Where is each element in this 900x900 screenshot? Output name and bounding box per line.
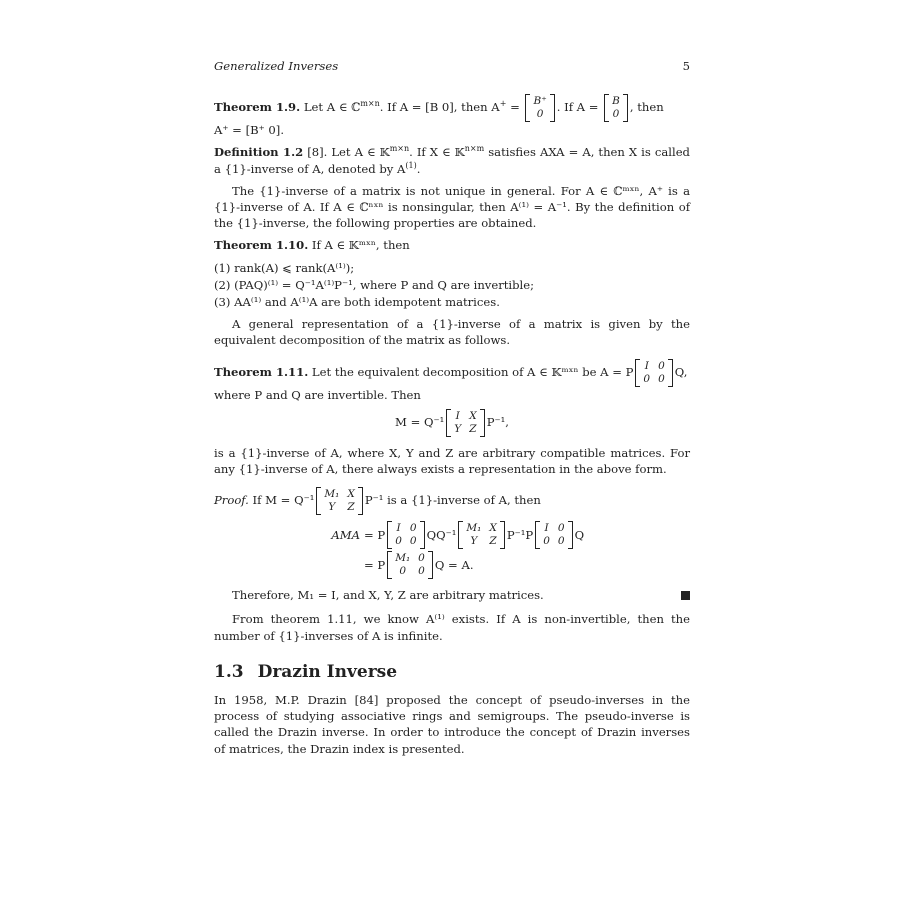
paragraph-1: The {1}-inverse of a matrix is not unique in general. For A ∈ ℂᵐˣⁿ, A⁺ is a {1}-inverse of A. If A ∈ ℂⁿˣⁿ is nonsingular, then A⁽¹⁾ = A⁻¹. By the definition of the {1}-inverse, the following properties are obtained. xyxy=(214,183,690,231)
matrix xyxy=(635,359,672,387)
equation-lhs: AMA xyxy=(331,528,360,543)
running-header xyxy=(214,58,690,74)
text: QQ⁻¹ xyxy=(426,528,457,543)
section-title: Drazin Inverse xyxy=(257,661,398,682)
cell: X xyxy=(489,522,497,535)
text: Q xyxy=(574,528,585,543)
cell: Z xyxy=(347,501,355,514)
cell: I xyxy=(644,359,649,372)
matrix xyxy=(535,521,572,549)
theorem-label: Theorem 1.9. xyxy=(214,100,301,115)
cell: Y xyxy=(328,501,336,514)
cell: Z xyxy=(489,535,497,548)
cell: 0 xyxy=(557,522,565,535)
text: = xyxy=(506,100,524,115)
cell: 0 xyxy=(395,535,402,548)
cell: M₁ xyxy=(466,522,482,535)
text: Q, xyxy=(674,364,688,379)
cell: B xyxy=(612,95,620,108)
cell: 0 xyxy=(557,535,565,548)
text: Let A ∈ 𝕂 xyxy=(327,145,390,160)
cell: M₁ xyxy=(324,488,340,501)
text: Q = A. xyxy=(434,558,474,573)
text: . If X ∈ 𝕂 xyxy=(409,145,465,160)
cell: B⁺ xyxy=(533,95,547,108)
qed-square-icon xyxy=(681,591,690,600)
citation: [8]. xyxy=(303,145,328,160)
cell: 0 xyxy=(658,372,665,385)
text: where P and Q are invertible. Then xyxy=(214,387,421,402)
cell: I xyxy=(396,522,401,535)
section-heading xyxy=(214,661,690,682)
matrix xyxy=(604,94,628,122)
proof-conclusion xyxy=(214,587,690,603)
cell: X xyxy=(347,488,355,501)
text: satisfies AXA = A, then X is called a {1}-inverse of A, denoted by A xyxy=(214,145,690,176)
matrix xyxy=(446,409,484,437)
paragraph-4: In 1958, M.P. Drazin [84] proposed the concept of pseudo-inverses in the process of studying associative rings and semigroups. The pseudo-inverse is called the Drazin inverse. In order to introduce the concept of Drazin inverses of matrices, the Drazin index is presented. xyxy=(214,693,690,756)
cell: 0 xyxy=(658,359,665,372)
text: P⁻¹, xyxy=(486,414,509,429)
text: Let the equivalent decomposition of A ∈ 𝕂ᵐˣⁿ be A = P xyxy=(308,364,634,379)
sup: m×n xyxy=(360,99,380,109)
cell: 0 xyxy=(418,552,425,565)
text: P⁻¹P xyxy=(506,528,534,543)
text: , then xyxy=(629,100,664,115)
matrix xyxy=(458,521,504,549)
cell: 0 xyxy=(409,535,417,548)
cell: M₁ xyxy=(395,552,411,565)
cell: 0 xyxy=(612,108,620,121)
sup: + xyxy=(499,99,507,109)
page-number: 5 xyxy=(682,59,690,73)
cell: Y xyxy=(454,422,462,435)
text: = P xyxy=(364,528,386,543)
text: = P xyxy=(364,558,386,573)
definition-label: Definition 1.2 xyxy=(214,145,304,160)
paragraph-2: A general representation of a {1}-inverse of a matrix is given by the equivalent decomposition of the matrix as follows. xyxy=(214,317,690,348)
text: P⁻¹ is a {1}-inverse of A, then xyxy=(364,493,541,508)
theorem-1-11-continuation: is a {1}-inverse of A, where X, Y and Z are arbitrary compatible matrices. For any {1}-inverse of A, there always exists a representation in the above form. xyxy=(214,445,690,477)
sup: (1) xyxy=(405,160,417,170)
cell: Y xyxy=(470,535,478,548)
cell: Z xyxy=(469,422,477,435)
text: . If A = xyxy=(556,100,603,115)
text: . If A = [B 0], then A xyxy=(379,100,500,115)
matrix xyxy=(316,487,362,515)
list-item: (1) rank(A) ⩽ rank(A⁽¹⁾); xyxy=(214,260,355,275)
aligned-equation xyxy=(214,521,690,579)
matrix xyxy=(387,521,424,549)
sup: m×n xyxy=(389,144,410,154)
theorem-label: Theorem 1.10. xyxy=(214,238,309,253)
cell: 0 xyxy=(536,108,544,121)
equation-lhs-empty xyxy=(214,551,364,579)
text: A⁺ = [B⁺ 0]. xyxy=(214,123,285,138)
cell: 0 xyxy=(399,565,407,578)
property-list xyxy=(214,260,690,311)
text: M = Q⁻¹ xyxy=(395,414,445,429)
text: Therefore, M₁ = I, and X, Y, Z are arbitrary matrices. xyxy=(232,588,544,603)
header-title: Generalized Inverses xyxy=(214,59,339,73)
theorem-1-9 xyxy=(214,94,690,138)
theorem-label: Theorem 1.11. xyxy=(214,364,309,379)
display-equation xyxy=(214,409,690,437)
sup: n×m xyxy=(464,144,485,154)
proof xyxy=(214,487,690,515)
cell: 0 xyxy=(409,522,417,535)
cell: I xyxy=(455,409,460,422)
cell: 0 xyxy=(543,535,550,548)
matrix xyxy=(525,94,554,122)
theorem-1-10 xyxy=(214,237,690,253)
list-item: (2) (PAQ)⁽¹⁾ = Q⁻¹A⁽¹⁾P⁻¹, where P and Q are invertible; xyxy=(214,277,535,292)
page xyxy=(214,58,690,763)
text: If M = Q⁻¹ xyxy=(248,493,315,508)
list-item: (3) AA⁽¹⁾ and A⁽¹⁾A are both idempotent matrices. xyxy=(214,295,500,310)
cell: 0 xyxy=(643,372,651,385)
cell: 0 xyxy=(418,565,425,578)
definition-1-2 xyxy=(214,144,690,176)
text: If A ∈ 𝕂ᵐˣⁿ, then xyxy=(308,238,410,253)
cell: I xyxy=(544,522,549,535)
equation-row-2 xyxy=(364,551,690,579)
paragraph-3: From theorem 1.11, we know A⁽¹⁾ exists. If A is non-invertible, then the number of {1}-inverses of A is infinite. xyxy=(214,612,690,643)
proof-label: Proof. xyxy=(214,493,249,508)
matrix xyxy=(387,551,433,579)
text: Let A ∈ ℂ xyxy=(303,100,361,115)
text: . xyxy=(416,161,421,176)
section-number: 1.3 xyxy=(214,661,244,682)
cell: X xyxy=(469,409,477,422)
equation-row-1 xyxy=(364,521,690,549)
theorem-1-11 xyxy=(214,359,690,403)
